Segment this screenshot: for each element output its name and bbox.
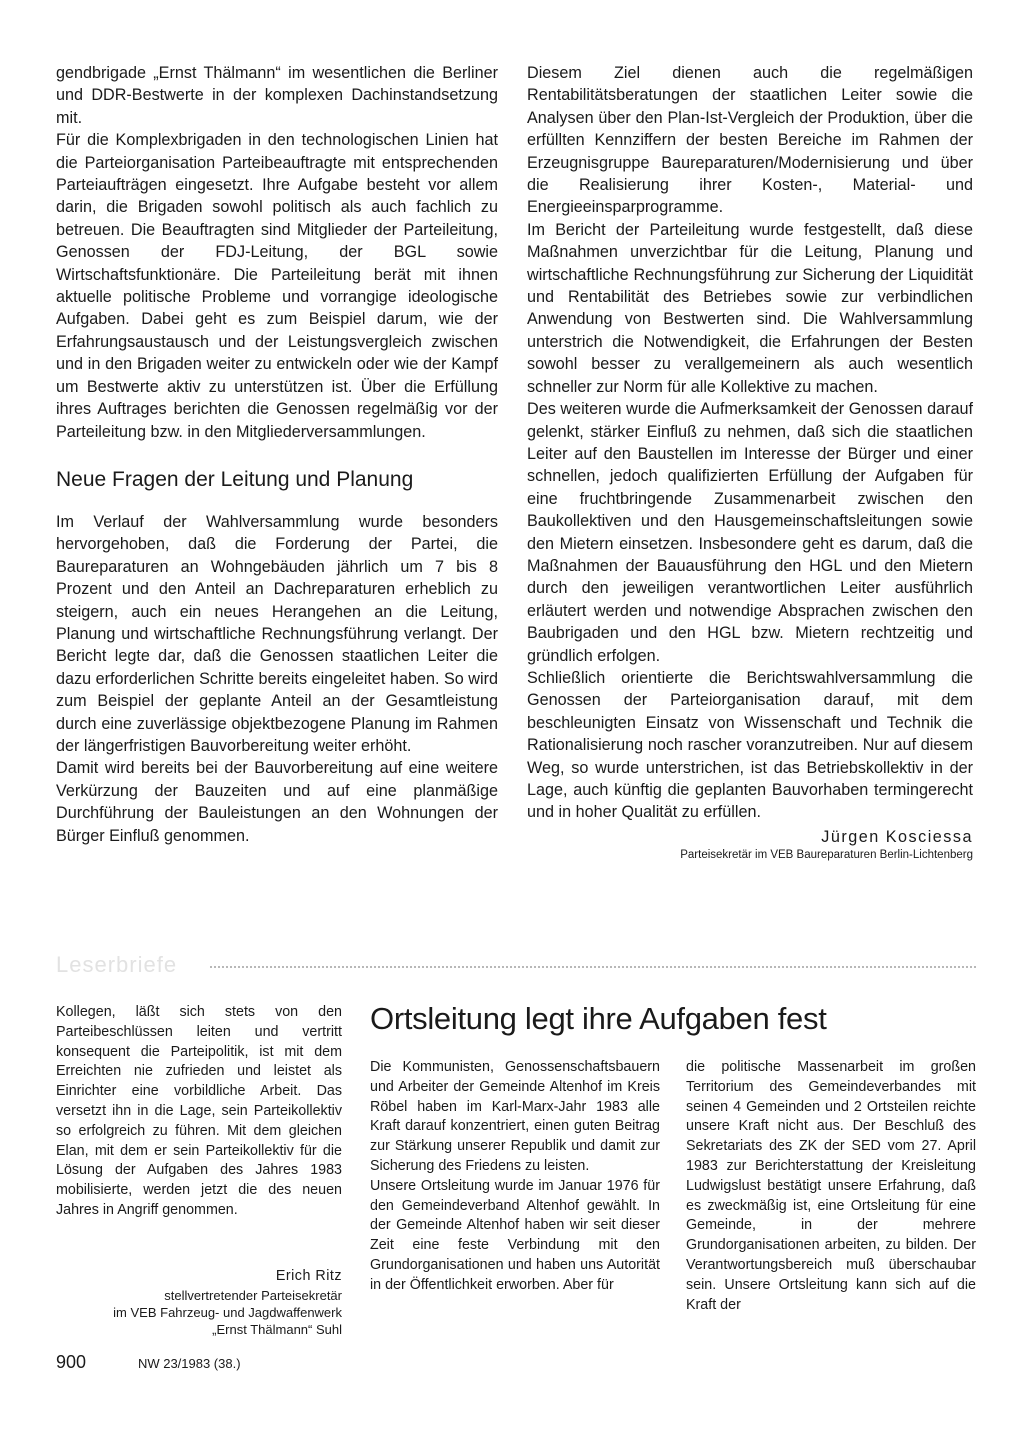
article-column-a	[370, 1058, 660, 1296]
section-label: Leserbriefe	[56, 952, 178, 977]
paragraph: Im Bericht der Parteileitung wurde festgestellt, daß diese Maßnahmen unverzichtbar für die Leitung, Planung und wirtschaftliche Rechnungsführung zur Sicherung der Liquidität und Rentabilität des Betriebes sowie zur verbindlichen Anwendung von Bestwerten sind. Die Wahlversammlung unterstrich die Notwendigkeit, die Erfahrungen der Besten sowohl besser zu verallgemeinern als auch wesentlich schneller zur Norm für alle Kollektive zu machen.	[527, 220, 973, 396]
paragraph: Schließlich orientierte die Berichtswahlversammlung die Genossen der Parteiorganisation darauf, mit dem beschleunigten Einsatz von Wissenschaft und Technik die Rationalisierung noch rascher voranzutreiben. Nur auf diesem Weg, so wurde unterstrichen, ist das Betriebskollektiv in der Lage, auch künftig die geplanten Bauvorhaben termingerecht und in hoher Qualität zu erfüllen.	[527, 668, 973, 822]
paragraph: die politische Massenarbeit im großen Territorium des Gemeindeverbandes mit seinen 4 Gemeinden und 2 Ortsteilen reichte unsere Kraft nicht aus. Der Beschluß des Sekretariats des ZK der SED vom 27. April 1983 zur Berichterstattung der Kreisleitung Ludwigslust bestätigt unsere Erfahrung, daß es zweckmäßig ist, eine Ortsleitung für eine Gemeinde, in der mehrere Grundorganisationen arbeiten, zu bilden. Der Verantwortungsbereich muß überschaubar sein. Unsere Ortsleitung kann sich auf die Kraft der	[686, 1059, 976, 1313]
paragraph: Kollegen, läßt sich stets von den Parteibeschlüssen leiten und vertritt konsequent die Parteipolitik, ist mit dem Erreichten nie zufrieden und leistet als Einrichter eine vorbildliche Arbeit. Das versetzt ihn in die Lage, sein Parteikollektiv so erfolgreich zu führen. Mit dem gleichen Elan, mit dem er sein Parteikollektiv für die Lösung der Aufgaben des Jahres 1983 mobilisierte, werden jetzt die des neuen Jahres in Angriff genommen.	[56, 1004, 342, 1218]
paragraph: Im Verlauf der Wahlversammlung wurde besonders hervorgehoben, daß die Forderung der Partei, die Baureparaturen an Wohngebäuden jährlich um 7 bis 8 Prozent und den Anteil an Dachreparaturen erheblich zu steigern, auch ein neues Herangehen an die Leitung, Planung und wirtschaftliche Rechnungsführung verlangt. Der Bericht legte dar, daß die Genossen staatlichen Leiter die dazu erforderlichen Schritte bereits eingeleitet haben. So wird zum Beispiel der geplante Anteil an der Gesamtleistung durch eine zuverlässige objektbezogene Planung im Rahmen der längerfristigen Bauvorbereitung weiter erhöht.	[56, 512, 498, 755]
article-column-left	[56, 62, 498, 847]
paragraph: Diesem Ziel dienen auch die regelmäßigen Rentabilitätsberatungen der staatlichen Leiter sowie die Analysen über den Plan-Ist-Vergleich der Produktion, über die erfüllten Kennziffern der besten Bereiche im Rahmen der Erzeugnisgruppe Baureparaturen/Modernisierung und über die Realisierung ihrer Kosten-, Material- und Energieeinsparprogramme.	[527, 64, 973, 217]
letter-author-role: „Ernst Thälmann“ Suhl	[212, 1321, 342, 1337]
section-divider	[56, 952, 976, 980]
article-column-right	[527, 62, 973, 863]
page-number: 900	[56, 1352, 87, 1372]
page-footer	[56, 1352, 241, 1373]
article-headline: Ortsleitung legt ihre Aufgaben fest	[370, 1001, 827, 1036]
paragraph: Für die Komplexbrigaden in den technologischen Linien hat die Parteiorganisation Parteibeauftragte mit entsprechenden Parteiaufträgen eingesetzt. Ihre Aufgabe besteht vor allem darin, die Brigaden sowohl politisch als auch fachlich zu betreuen. Die Beauftragten sind Mitglieder der Parteileitung, Genossen der FDJ-Leitung, der BGL sowie Wirtschaftsfunktionäre. Die Parteileitung berät mit ihnen aktuelle politische Probleme und vorrangige ideologische Aufgaben. Dabei geht es zum Beispiel darum, wie der Erfahrungsaustausch und der Leistungsvergleich zwischen und in den Brigaden weiter zu entwickeln oder wie der Kampf um Bestwerte aktiv zu unterstützen ist. Über die Erfüllung ihres Auftrages berichten die Genossen regelmäßig vor der Parteileitung bzw. in den Mitgliederversammlungen.	[56, 131, 498, 441]
paragraph: Damit wird bereits bei der Bauvorbereitung auf eine weitere Verkürzung der Bauzeiten und auf eine planmäßige Durchführung der Bauleistungen an den Wohnungen der Bürger Einfluß genommen.	[56, 759, 498, 845]
paragraph: Die Kommunisten, Genossenschaftsbauern und Arbeiter der Gemeinde Altenhof im Kreis Röbel haben im Karl-Marx-Jahr 1983 alle Kraft darauf konzentriert, einen guten Beitrag zur Stärkung unserer Republik und damit zur Sicherung des Friedens zu leisten.	[370, 1059, 660, 1174]
paragraph: Unsere Ortsleitung wurde im Januar 1976 für den Gemeindeverband Altenhof gewählt. In der Gemeinde Altenhof haben wir seit dieser Zeit eine feste Verbindung mit den Grundorganisationen und haben uns Autorität in der Öffentlichkeit erworben. Aber für	[370, 1177, 660, 1293]
author-role: Parteisekretär im VEB Baureparaturen Berlin-Lichtenberg	[680, 849, 973, 862]
issue-label: NW 23/1983 (38.)	[137, 1356, 241, 1371]
letter-column	[56, 1003, 342, 1338]
paragraph: Des weiteren wurde die Aufmerksamkeit der Genossen darauf gelenkt, stärker Einfluß zu nehmen, daß sich die staatlichen Leiter auf den Baustellen im Interesse der Bürger und einer schnellen, jedoch qualifizierten Erfüllung der Aufgaben für eine fruchtbringende Zusammenarbeit zwischen den Baukollektiven und den Hausgemeinschaftsleitungen sowie den Mietern einsetzen. Insbesondere geht es darum, daß die Maßnahmen der Bauausführung den HGL und den Mietern durch den jeweiligen verantwortlichen Leiter ausführlich erläutert werden und notwendige Absprachen zwischen den Baubrigaden und den HGL bzw. Mietern rechtzeitig und gründlich erfolgen.	[527, 400, 973, 665]
letter-author-role: im VEB Fahrzeug- und Jagdwaffenwerk	[113, 1304, 342, 1320]
letter-author-role: stellvertretender Parteisekretär	[164, 1287, 342, 1303]
letter-author-name: Erich Ritz	[275, 1267, 342, 1284]
author-name: Jürgen Kosciessa	[821, 827, 973, 846]
article-column-b	[686, 1058, 976, 1315]
paragraph: gendbrigade „Ernst Thälmann“ im wesentlichen die Berliner und DDR-Bestwerte in der komplexen Dachinstandsetzung mit.	[56, 64, 498, 127]
subheading: Neue Fragen der Leitung und Planung	[56, 467, 414, 491]
dotted-rule	[210, 966, 976, 968]
